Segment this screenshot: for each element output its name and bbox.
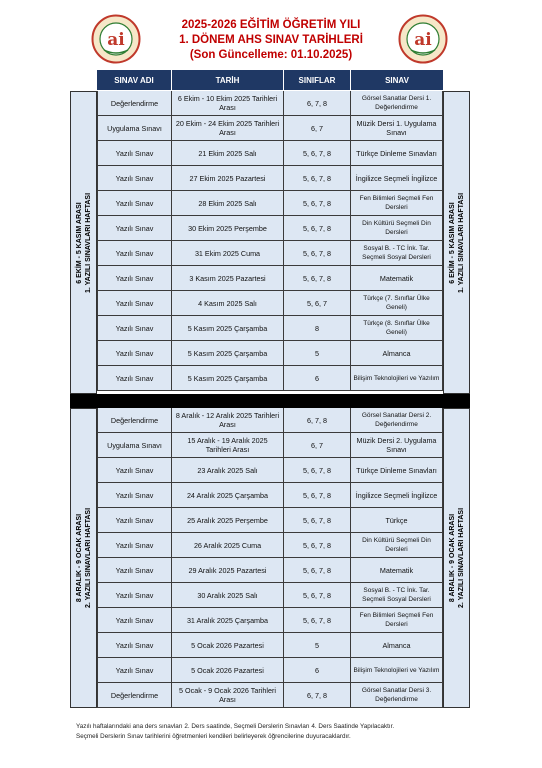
date-cell-text: 6 Ekim - 10 Ekim 2025 Tarihleri Arası [177, 94, 278, 112]
date-cell-text: 5 Ocak - 9 Ocak 2026 Tarihleri Arası [179, 686, 276, 704]
table-row [97, 533, 443, 558]
table-row [97, 408, 443, 433]
classes-cell-text: 5 [315, 348, 319, 358]
exam-subject-cell-text: Müzik Dersi 1. Uygulama Sınavı [356, 119, 437, 137]
exam-type-cell [97, 141, 172, 166]
exam-subject-cell [351, 366, 443, 391]
date-cell [172, 633, 284, 658]
exam-subject-cell-text: Görsel Sanatlar Dersi 1. Değerlendirme [361, 95, 432, 111]
classes-cell [284, 483, 351, 508]
exam-type-cell-text: Yazılı Sınav [115, 465, 154, 475]
exam-subject-cell [351, 533, 443, 558]
exam-type-cell [97, 266, 172, 291]
table-row [97, 483, 443, 508]
exam-subject-cell-text: Almanca [382, 348, 411, 358]
date-cell [172, 316, 284, 341]
exam-subject-cell-text: Görsel Sanatlar Dersi 2. Değerlendirme [361, 412, 432, 428]
exam-type-cell-text: Yazılı Sınav [115, 373, 154, 383]
date-cell [172, 683, 284, 708]
table-row [97, 166, 443, 191]
table-row [97, 683, 443, 708]
date-cell-text: 23 Aralık 2025 Salı [197, 465, 258, 475]
date-cell-text: 5 Kasım 2025 Çarşamba [187, 373, 268, 383]
classes-cell-text: 5, 6, 7, 8 [303, 248, 331, 258]
classes-cell [284, 533, 351, 558]
date-cell [172, 141, 284, 166]
page-title [130, 18, 412, 63]
exam-subject-cell-text: Fen Bilimleri Seçmeli Fen Dersleri [359, 612, 434, 628]
classes-cell-text: 5, 6, 7, 8 [303, 198, 331, 208]
date-cell [172, 558, 284, 583]
exam-type-cell-text: Yazılı Sınav [115, 540, 154, 550]
classes-cell [284, 583, 351, 608]
title-line-2: 1. DÖNEM AHS SINAV TARİHLERİ [179, 34, 363, 46]
exam-subject-cell [351, 141, 443, 166]
date-cell [172, 291, 284, 316]
classes-cell [284, 91, 351, 116]
table-row [97, 291, 443, 316]
classes-cell-text: 6, 7 [311, 440, 323, 450]
date-cell [172, 658, 284, 683]
exam-subject-cell-text: Görsel Sanatlar Dersi 3. Değerlendirme [361, 687, 432, 703]
exam-type-cell-text: Uygulama Sınavı [107, 123, 162, 133]
classes-cell [284, 683, 351, 708]
date-cell [172, 166, 284, 191]
table-row [97, 583, 443, 608]
date-cell-text: 5 Ocak 2026 Pazartesi [191, 640, 264, 650]
date-cell [172, 116, 284, 141]
date-cell [172, 241, 284, 266]
classes-cell [284, 291, 351, 316]
title-line-1: 2025-2026 EĞİTİM ÖĞRETİM YILI [181, 19, 361, 31]
classes-cell [284, 116, 351, 141]
exam-subject-cell [351, 191, 443, 216]
logo-letters: ai [107, 30, 125, 50]
exam-type-cell-text: Yazılı Sınav [115, 223, 154, 233]
table-row [97, 116, 443, 141]
exam-subject-cell [351, 508, 443, 533]
date-cell [172, 458, 284, 483]
exam-type-cell-text: Yazılı Sınav [115, 515, 154, 525]
exam-subject-cell [351, 583, 443, 608]
section-2-table [97, 408, 443, 708]
classes-cell [284, 658, 351, 683]
exam-subject-cell [351, 658, 443, 683]
exam-subject-cell [351, 608, 443, 633]
exam-type-cell-text: Yazılı Sınav [115, 490, 154, 500]
exam-type-cell-text: Yazılı Sınav [115, 198, 154, 208]
classes-cell-text: 5, 6, 7, 8 [303, 465, 331, 475]
classes-cell-text: 5, 6, 7, 8 [303, 490, 331, 500]
exam-type-cell [97, 291, 172, 316]
classes-cell-text: 6 [315, 373, 319, 383]
date-cell-text: 24 Aralık 2025 Çarşamba [186, 490, 269, 500]
exam-type-cell-text: Yazılı Sınav [115, 173, 154, 183]
exam-subject-cell-text: Bilişim Teknolojileri ve Yazılım [353, 374, 440, 382]
exam-subject-cell-text: Müzik Dersi 2. Uygulama Sınavı [356, 436, 437, 454]
footnote-line-2: Seçmeli Derslerin Sınav tarihlerini öğretmenleri kendileri belirleyerek öğrencilerine duyuracaklardır. [76, 733, 351, 740]
table-row [97, 366, 443, 391]
classes-cell [284, 608, 351, 633]
table-row [97, 433, 443, 458]
exam-subject-cell-text: İngilizce Seçmeli İngilizce [355, 490, 438, 500]
date-cell [172, 216, 284, 241]
exam-type-cell-text: Yazılı Sınav [115, 565, 154, 575]
table-row [97, 608, 443, 633]
exam-subject-cell [351, 683, 443, 708]
classes-cell [284, 241, 351, 266]
date-cell [172, 433, 284, 458]
table-row [97, 341, 443, 366]
footnote [76, 722, 486, 742]
exam-subject-cell-text: Sosyal B. - TC İnk. Tar. Seçmeli Sosyal Dersleri [362, 245, 431, 261]
section-2-left-label [70, 408, 97, 708]
exam-type-cell-text: Yazılı Sınav [115, 273, 154, 283]
date-cell [172, 366, 284, 391]
classes-cell [284, 558, 351, 583]
date-cell-text: 29 Aralık 2025 Pazartesi [188, 565, 267, 575]
classes-cell [284, 216, 351, 241]
exam-type-cell [97, 116, 172, 141]
date-cell-text: 4 Kasım 2025 Salı [198, 298, 257, 308]
classes-cell [284, 166, 351, 191]
exam-subject-cell [351, 408, 443, 433]
exam-subject-cell [351, 266, 443, 291]
exam-type-cell [97, 683, 172, 708]
title-line-3: (Son Güncelleme: 01.10.2025) [189, 49, 353, 61]
exam-type-cell [97, 583, 172, 608]
exam-type-cell [97, 341, 172, 366]
table-row [97, 558, 443, 583]
table-row [97, 266, 443, 291]
table-row [97, 141, 443, 166]
exam-subject-cell-text: Türkçe (8. Sınıflar Ülke Geneli) [363, 320, 430, 336]
date-cell-text: 28 Ekim 2025 Salı [198, 198, 257, 208]
classes-cell-text: 5 [315, 640, 319, 650]
header-sinav-adi: SINAV ADI [97, 70, 172, 90]
exam-subject-cell-text: Almanca [382, 640, 411, 650]
exam-type-cell-text: Yazılı Sınav [115, 148, 154, 158]
table-row [97, 216, 443, 241]
date-cell [172, 341, 284, 366]
date-cell-text: 30 Aralık 2025 Salı [197, 590, 258, 600]
exam-type-cell [97, 91, 172, 116]
section-divider [70, 394, 470, 408]
exam-subject-cell [351, 433, 443, 458]
exam-subject-cell [351, 316, 443, 341]
table-row [97, 458, 443, 483]
date-cell [172, 91, 284, 116]
exam-type-cell-text: Yazılı Sınav [115, 665, 154, 675]
date-cell-text: 15 Aralık - 19 Aralık 2025 Tarihleri Arası [187, 436, 268, 454]
exam-subject-cell-text: Din Kültürü Seçmeli Din Dersleri [362, 220, 431, 236]
classes-cell [284, 191, 351, 216]
exam-type-cell [97, 633, 172, 658]
exam-subject-cell-text: Türkçe (7. Sınıflar Ülke Geneli) [363, 295, 430, 311]
exam-subject-cell-text: Sosyal B. - TC İnk. Tar. Seçmeli Sosyal Dersleri [362, 587, 431, 603]
classes-cell [284, 141, 351, 166]
exam-subject-cell-text: Matematik [379, 273, 414, 283]
date-cell [172, 483, 284, 508]
section-label-line: 2. YAZILI SINAVLARI HAFTASI [84, 507, 92, 609]
logo-letters: ai [414, 30, 432, 50]
exam-type-cell-text: Uygulama Sınavı [107, 440, 162, 450]
classes-cell [284, 433, 351, 458]
exam-subject-cell-text: Türkçe Dinleme Sınavları [356, 465, 437, 475]
exam-subject-cell-text: Matematik [379, 565, 414, 575]
exam-subject-cell [351, 558, 443, 583]
table-row [97, 316, 443, 341]
date-cell-text: 31 Ekim 2025 Cuma [194, 248, 261, 258]
exam-subject-cell [351, 341, 443, 366]
exam-type-cell-text: Değerlendirme [110, 690, 159, 700]
exam-type-cell [97, 558, 172, 583]
classes-cell [284, 458, 351, 483]
exam-subject-cell-text: Bilişim Teknolojileri ve Yazılım [353, 666, 440, 674]
table-row [97, 191, 443, 216]
date-cell-text: 27 Ekim 2025 Pazartesi [189, 173, 266, 183]
exam-subject-cell [351, 291, 443, 316]
exam-type-cell [97, 483, 172, 508]
exam-subject-cell [351, 633, 443, 658]
exam-type-cell [97, 316, 172, 341]
section-label-line: 1. YAZILI SINAVLARI HAFTASI [457, 192, 465, 293]
date-cell [172, 408, 284, 433]
exam-subject-cell [351, 458, 443, 483]
exam-type-cell-text: Değerlendirme [110, 415, 159, 425]
exam-subject-cell-text: Türkçe [385, 515, 408, 525]
exam-type-cell [97, 408, 172, 433]
date-cell [172, 266, 284, 291]
date-cell [172, 608, 284, 633]
section-label-line: 1. YAZILI SINAVLARI HAFTASI [84, 192, 92, 293]
exam-subject-cell [351, 166, 443, 191]
classes-cell [284, 316, 351, 341]
exam-type-cell [97, 366, 172, 391]
exam-subject-cell [351, 241, 443, 266]
section-1-table [97, 91, 443, 391]
classes-cell [284, 341, 351, 366]
date-cell-text: 21 Ekim 2025 Salı [198, 148, 257, 158]
section-label-line: 6 EKİM - 5 KASIM ARASI [448, 201, 456, 284]
date-cell-text: 5 Kasım 2025 Çarşamba [187, 348, 268, 358]
date-cell-text: 26 Aralık 2025 Cuma [193, 540, 262, 550]
exam-type-cell-text: Yazılı Sınav [115, 615, 154, 625]
exam-subject-cell-text: Din Kültürü Seçmeli Din Dersleri [362, 537, 431, 553]
header-sinav: SINAV [385, 75, 409, 85]
section-label-line: 8 ARALIK - 9 OCAK ARASI [448, 513, 456, 603]
table-row [97, 508, 443, 533]
section-label-line: 8 ARALIK - 9 OCAK ARASI [75, 513, 83, 603]
exam-type-cell-text: Yazılı Sınav [115, 248, 154, 258]
section-1-right-label [443, 91, 470, 394]
classes-cell-text: 5, 6, 7, 8 [303, 540, 331, 550]
header-tarih: TARİH [172, 70, 284, 90]
exam-type-cell-text: Yazılı Sınav [115, 590, 154, 600]
classes-cell-text: 5, 6, 7, 8 [303, 615, 331, 625]
date-cell-text: 20 Ekim - 24 Ekim 2025 Tarihleri Arası [175, 119, 280, 137]
exam-type-cell [97, 508, 172, 533]
exam-subject-cell-text: İngilizce Seçmeli İngilizce [355, 173, 438, 183]
classes-cell [284, 408, 351, 433]
exam-type-cell-text: Yazılı Sınav [115, 348, 154, 358]
exam-type-cell-text: Yazılı Sınav [115, 640, 154, 650]
classes-cell-text: 5, 6, 7, 8 [303, 515, 331, 525]
table-row [97, 91, 443, 116]
exam-subject-cell [351, 483, 443, 508]
classes-cell-text: 6, 7 [311, 123, 323, 133]
date-cell [172, 191, 284, 216]
classes-cell-text: 5, 6, 7, 8 [303, 148, 331, 158]
classes-cell [284, 366, 351, 391]
exam-type-cell [97, 533, 172, 558]
exam-type-cell [97, 658, 172, 683]
classes-cell-text: 5, 6, 7, 8 [303, 565, 331, 575]
section-2-right-label [443, 408, 470, 708]
section-label-line: 6 EKİM - 5 KASIM ARASI [75, 201, 83, 284]
classes-cell-text: 8 [315, 323, 319, 333]
exam-type-cell-text: Yazılı Sınav [115, 323, 154, 333]
exam-subject-cell [351, 116, 443, 141]
date-cell-text: 5 Ocak 2026 Pazartesi [191, 665, 264, 675]
classes-cell [284, 266, 351, 291]
date-cell-text: 30 Ekim 2025 Perşembe [188, 223, 267, 233]
date-cell [172, 508, 284, 533]
exam-type-cell-text: Değerlendirme [110, 98, 159, 108]
exam-type-cell [97, 608, 172, 633]
exam-subject-cell [351, 216, 443, 241]
exam-subject-cell-text: Türkçe Dinleme Sınavları [356, 148, 437, 158]
exam-type-cell-text: Yazılı Sınav [115, 298, 154, 308]
classes-cell-text: 6 [315, 665, 319, 675]
classes-cell-text: 5, 6, 7, 8 [303, 590, 331, 600]
table-row [97, 241, 443, 266]
section-label-line: 2. YAZILI SINAVLARI HAFTASI [457, 507, 465, 609]
classes-cell-text: 5, 6, 7, 8 [303, 173, 331, 183]
exam-type-cell [97, 216, 172, 241]
classes-cell-text: 6, 7, 8 [307, 690, 327, 700]
exam-type-cell [97, 433, 172, 458]
date-cell-text: 3 Kasım 2025 Pazartesi [189, 273, 266, 283]
exam-type-cell [97, 166, 172, 191]
exam-type-cell [97, 241, 172, 266]
header-siniflar: SINIFLAR [284, 70, 351, 90]
classes-cell-text: 5, 6, 7 [307, 298, 327, 308]
classes-cell-text: 6, 7, 8 [307, 98, 327, 108]
table-row [97, 633, 443, 658]
classes-cell-text: 6, 7, 8 [307, 415, 327, 425]
classes-cell-text: 5, 6, 7, 8 [303, 273, 331, 283]
date-cell-text: 25 Aralık 2025 Perşembe [187, 515, 268, 525]
classes-cell [284, 633, 351, 658]
table-row [97, 658, 443, 683]
date-cell [172, 533, 284, 558]
classes-cell [284, 508, 351, 533]
exam-type-cell [97, 191, 172, 216]
exam-subject-cell-text: Fen Bilimleri Seçmeli Fen Dersleri [359, 195, 434, 211]
exam-type-cell [97, 458, 172, 483]
classes-cell-text: 5, 6, 7, 8 [303, 223, 331, 233]
date-cell-text: 5 Kasım 2025 Çarşamba [187, 323, 268, 333]
table-header [97, 70, 443, 90]
section-1-left-label [70, 91, 97, 394]
exam-subject-cell [351, 91, 443, 116]
footnote-line-1: Yazılı haftalarındaki ana ders sınavları 2. Ders saatinde, Seçmeli Derslerin Sınavları 4. Ders Saatinde Yapılacaktır. [76, 723, 395, 730]
date-cell-text: 8 Aralık - 12 Aralık 2025 Tarihleri Arası [175, 411, 280, 429]
date-cell [172, 583, 284, 608]
date-cell-text: 31 Aralık 2025 Çarşamba [186, 615, 269, 625]
